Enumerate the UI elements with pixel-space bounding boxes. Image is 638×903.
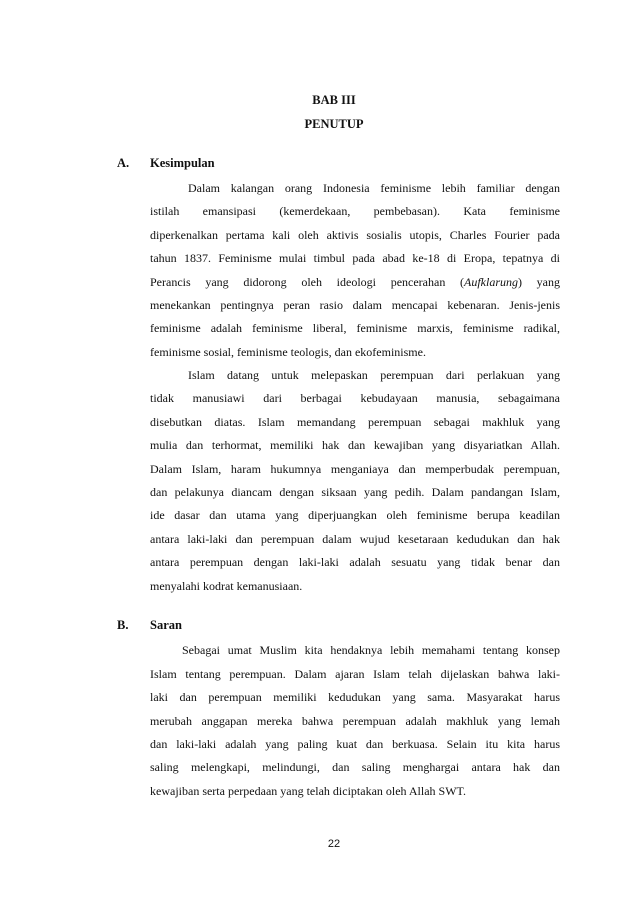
- paragraph-line: menekankan pentingnya peran rasio dalam mencapai kebenaran. Jenis-jenis: [150, 298, 560, 312]
- paragraph-line: tidak manusiawi dari berbagai kebudayaan manusia, sebagaimana: [150, 391, 560, 405]
- chapter-subtitle: PENUTUP: [304, 117, 364, 131]
- paragraph-line: dan laki-laki adalah yang paling kuat dan berkuasa. Selain itu kita harus: [150, 737, 560, 751]
- section-title: Saran: [150, 618, 182, 632]
- section-title: Kesimpulan: [150, 156, 215, 170]
- paragraph-line: Islam tentang perempuan. Dalam ajaran Islam telah dijelaskan bahwa laki-: [150, 667, 560, 681]
- chapter-title: BAB III: [312, 93, 356, 107]
- section-heading-kesimpulan: [117, 155, 215, 171]
- paragraph-line: antara perempuan dengan laki-laki adalah sesuatu yang tidak benar dan: [150, 555, 560, 569]
- paragraph-line: laki dan perempuan memiliki kedudukan yang sama. Masyarakat harus: [150, 690, 560, 704]
- paragraph-line: Islam datang untuk melepaskan perempuan dari perlakuan yang: [188, 368, 560, 382]
- paragraph-line: disebutkan diatas. Islam memandang perempuan sebagai makhluk yang: [150, 415, 560, 429]
- paragraph-line: feminisme adalah feminisme liberal, feminisme marxis, feminisme radikal,: [150, 321, 560, 335]
- page-number: 22: [327, 838, 341, 850]
- paragraph-line: Sebagai umat Muslim kita hendaknya lebih memahami tentang konsep: [182, 643, 560, 657]
- section-number: B.: [117, 618, 129, 632]
- paragraph-line: istilah emansipasi (kemerdekaan, pembebasan). Kata feminisme: [150, 204, 560, 218]
- paragraph-line: Dalam kalangan orang Indonesia feminisme lebih familiar dengan: [188, 181, 560, 195]
- paragraph-line: merubah anggapan mereka bahwa perempuan adalah makhluk yang lemah: [150, 714, 560, 728]
- paragraph-line: dan pelakunya diancam dengan siksaan yang pedih. Dalam pandangan Islam,: [150, 485, 560, 499]
- paragraph-line: mulia dan terhormat, memiliki hak dan kewajiban yang disyariatkan Allah.: [150, 438, 560, 452]
- paragraph-line: ide dasar dan utama yang diperjuangkan oleh feminisme berupa keadilan: [150, 508, 560, 522]
- paragraph-line: feminisme sosial, feminisme teologis, dan ekofeminisme.: [150, 345, 426, 359]
- paragraph-line: saling melengkapi, melindungi, dan saling menghargai antara hak dan: [150, 760, 560, 774]
- paragraph-line: tahun 1837. Feminisme mulai timbul pada abad ke-18 di Eropa, tepatnya di: [150, 251, 560, 265]
- paragraph-line: antara laki-laki dan perempuan dalam wujud kesetaraan kedudukan dan hak: [150, 532, 560, 546]
- section-number: A.: [117, 156, 130, 170]
- section-heading-saran: [117, 617, 182, 633]
- paragraph-line: kewajiban serta perpedaan yang telah diciptakan oleh Allah SWT.: [150, 784, 466, 798]
- paragraph-line: menyalahi kodrat kemanusiaan.: [150, 579, 303, 593]
- paragraph-line: Dalam Islam, haram hukumnya menganiaya dan memperbudak perempuan,: [150, 462, 560, 476]
- paragraph-line: diperkenalkan pertama kali oleh aktivis sosialis utopis, Charles Fourier pada: [150, 228, 560, 242]
- paragraph-line: Perancis yang didorong oleh ideologi pencerahan (Aufklarung) yang: [150, 275, 561, 289]
